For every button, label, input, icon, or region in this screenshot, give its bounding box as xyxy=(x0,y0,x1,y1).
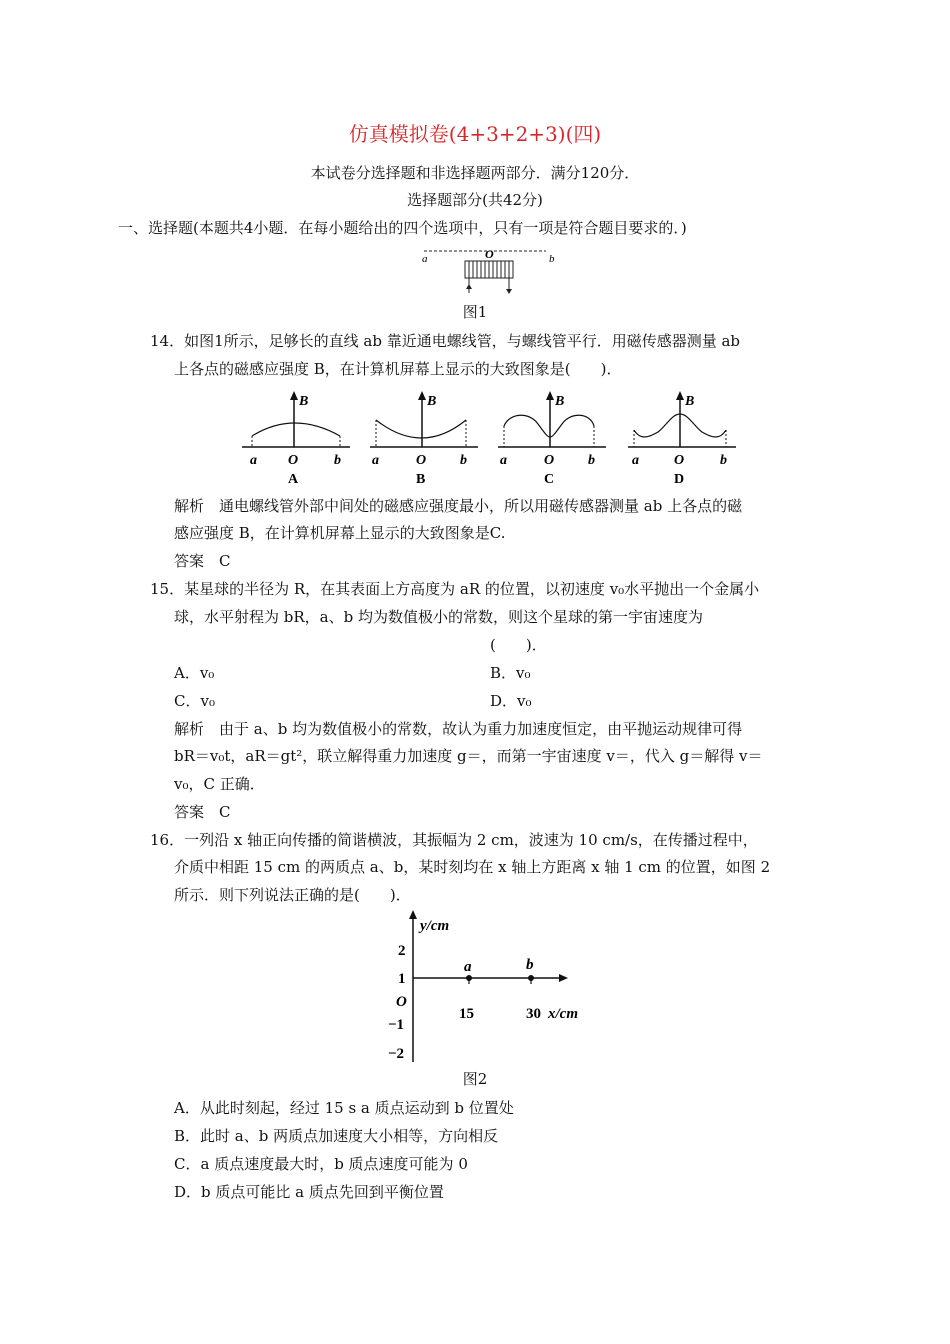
fig2-y-tick-neg2: −2 xyxy=(388,1046,405,1062)
q14-graph-b-label-a: a xyxy=(372,453,379,468)
q16-option-c: C．a 质点速度最大时，b 质点速度可能为 0 xyxy=(174,1155,468,1173)
q14-text-line-1: 14．如图1所示，足够长的直线 ab 靠近通电螺线管，与螺线管平行．用磁传感器测量 ab xyxy=(150,332,741,350)
exam-intro: 本试卷分选择题和非选择题两部分．满分120分． xyxy=(310,164,640,182)
q15-analysis-line-3: v₀，C 正确． xyxy=(174,775,265,793)
q14-graph-c-label-b: b xyxy=(588,453,595,468)
q15-answer: 答案 C xyxy=(174,803,231,821)
q15-option-b: B．v₀ xyxy=(490,664,531,682)
section-title: 选择题部分(共42分) xyxy=(407,191,543,209)
figure-1-solenoid xyxy=(410,244,570,296)
q14-graph-a-label-o: O xyxy=(288,453,299,468)
fig2-point-b-label: b xyxy=(526,957,534,973)
fig2-y-tick-1: 1 xyxy=(398,971,406,987)
q14-graph-a-option: A xyxy=(288,472,299,487)
figure-1-caption: 图1 xyxy=(462,303,488,321)
q14-graph-c xyxy=(492,388,612,488)
q14-graph-d-label-b: b xyxy=(720,453,727,468)
q14-graph-c-option: C xyxy=(544,472,555,487)
q16-option-d: D．b 质点可能比 a 质点先回到平衡位置 xyxy=(174,1183,444,1201)
q14-graph-a-axis: B xyxy=(299,394,309,409)
q14-answer: 答案 C xyxy=(174,552,231,570)
figure-2-caption: 图2 xyxy=(462,1070,488,1088)
q15-analysis-line-2: bR＝v₀t，aR＝gt²，联立解得重力加速度 g＝，而第一宇宙速度 v＝，代入 g＝解得 v＝ xyxy=(174,747,763,765)
q14-graph-b-option: B xyxy=(416,472,426,487)
q14-graph-b-axis: B xyxy=(427,394,437,409)
q14-graph-d-option: D xyxy=(674,472,685,487)
fig2-x-axis-label: x/cm xyxy=(548,1006,578,1022)
q14-graph-d xyxy=(622,388,742,488)
q14-graph-b xyxy=(364,388,484,488)
q15-option-a: A．v₀ xyxy=(174,664,215,682)
q14-text-line-2: 上各点的磁感应强度 B，在计算机屏幕上显示的大致图象是( )． xyxy=(174,360,622,378)
q15-option-c: C．v₀ xyxy=(174,692,215,710)
fig2-point-a-label: a xyxy=(464,959,472,975)
fig2-y-tick-2: 2 xyxy=(398,943,406,959)
q16-text-line-2: 介质中相距 15 cm 的两质点 a、b，某时刻均在 x 轴上方距离 x 轴 1 cm 的位置，如图 2 xyxy=(174,858,771,876)
q14-graph-c-label-a: a xyxy=(500,453,507,468)
fig2-x-tick-15: 15 xyxy=(459,1006,474,1022)
q14-graph-d-label-a: a xyxy=(632,453,639,468)
q15-text-line-3: ( )． xyxy=(490,636,547,654)
fig2-y-axis-label: y/cm xyxy=(420,918,450,934)
q14-graph-a xyxy=(236,388,356,488)
fig2-x-tick-30: 30 xyxy=(526,1006,541,1022)
q15-analysis-line-1: 解析 由于 a、b 均为数值极小的常数，故认为重力加速度恒定，由平抛运动规律可得 xyxy=(174,720,743,738)
q15-text-line-2: 球，水平射程为 bR，a、b 均为数值极小的常数，则这个星球的第一宇宙速度为 xyxy=(174,608,703,626)
q16-text-line-3: 所示．则下列说法正确的是( )． xyxy=(174,886,411,904)
q15-option-d: D．v₀ xyxy=(490,692,532,710)
q14-graph-a-label-a: a xyxy=(250,453,257,468)
q16-option-a: A．从此时刻起，经过 15 s a 质点运动到 b 位置处 xyxy=(174,1099,514,1117)
q16-text-line-1: 16．一列沿 x 轴正向传播的简谐横波，其振幅为 2 cm，波速为 10 cm/s，在传播过程中， xyxy=(150,831,758,849)
q14-graph-b-label-b: b xyxy=(460,453,467,468)
fig1-label-o: O xyxy=(485,247,494,261)
q14-analysis-line-2: 感应强度 B，在计算机屏幕上显示的大致图象是C. xyxy=(174,524,506,542)
figure-2-visible-marks xyxy=(380,905,600,1065)
q14-graph-a-label-b: b xyxy=(334,453,341,468)
q14-graph-d-label-o: O xyxy=(674,453,685,468)
fig1-label-a: a xyxy=(422,253,428,265)
q14-analysis-line-1: 解析 通电螺线管外部中间处的磁感应强度最小，所以用磁传感器测量 ab 上各点的磁 xyxy=(174,497,743,515)
q14-graph-c-label-o: O xyxy=(544,453,555,468)
q14-graph-d-axis: B xyxy=(685,394,695,409)
q14-graph-b-label-o: O xyxy=(416,453,427,468)
page-title: 仿真模拟卷(4+3+2+3)(四) xyxy=(348,122,602,146)
q15-text-line-1: 15．某星球的半径为 R，在其表面上方高度为 aR 的位置，以初速度 v₀水平抛出一个金属小 xyxy=(150,580,760,598)
q16-option-b: B．此时 a、b 两质点加速度大小相等，方向相反 xyxy=(174,1127,499,1145)
fig2-origin: O xyxy=(396,994,407,1010)
fig2-y-tick-neg1: −1 xyxy=(388,1017,405,1033)
part-heading: 一、选择题(本题共4小题．在每小题给出的四个选项中，只有一项是符合题目要求的．) xyxy=(118,219,687,237)
q14-graph-c-axis: B xyxy=(555,394,565,409)
fig1-label-b: b xyxy=(549,253,555,265)
